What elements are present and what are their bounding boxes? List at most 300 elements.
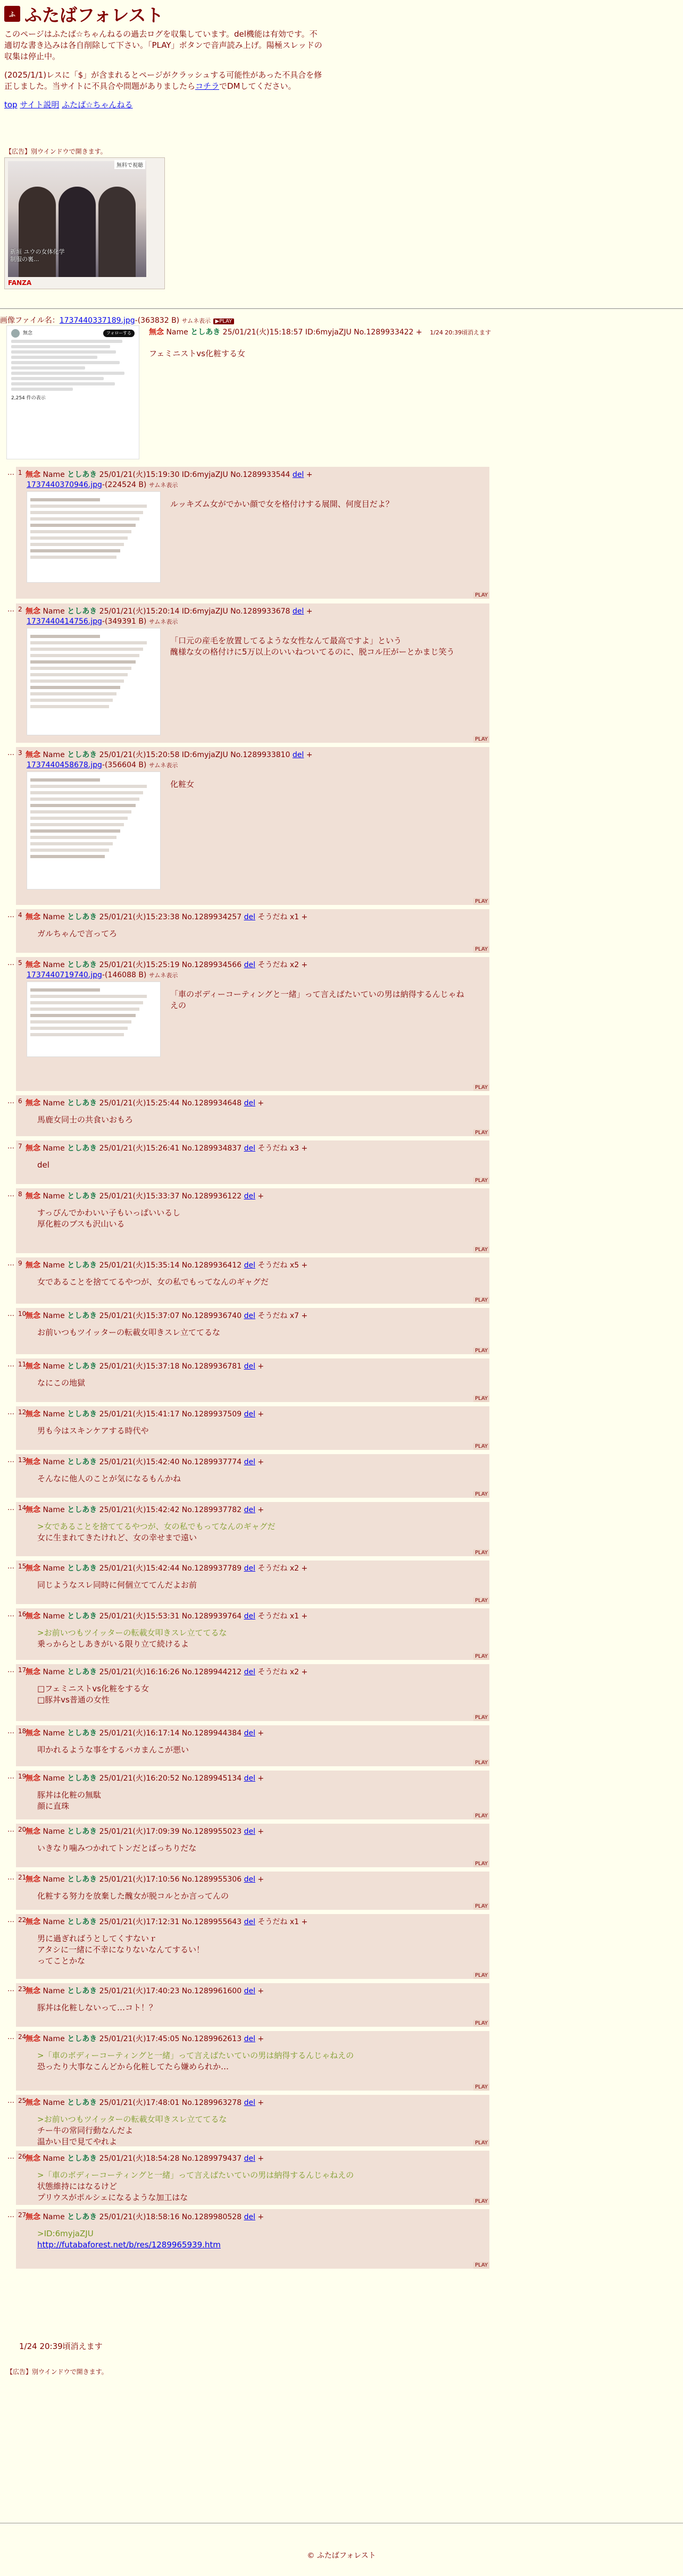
ad-banner[interactable]: [4, 157, 165, 289]
play-button[interactable]: PLAY: [473, 1129, 489, 1136]
file-label: 画像ファイル名：: [0, 316, 60, 325]
quote-line: >お前いつもツイッターの転載女叩きスレ立ててるな: [37, 2114, 227, 2124]
plus-button[interactable]: +: [301, 961, 308, 969]
reply-arrow: …: [7, 1097, 14, 1105]
del-link[interactable]: del: [244, 1099, 255, 1107]
sodane-button[interactable]: そうだね x2: [257, 1668, 299, 1676]
tweet-line: [30, 699, 113, 702]
reply-body: [37, 2170, 354, 2203]
reply-line: 化粧する努力を放棄した醜女が脱コルとか言ってんの: [37, 1891, 229, 1901]
tweet-line: [30, 667, 131, 670]
post-tag: 無念: [26, 1875, 40, 1884]
tweet-line: [30, 849, 109, 852]
post-tag: 無念: [149, 328, 164, 337]
tweet-line: [30, 679, 124, 683]
site-title: ふたばフォレスト: [24, 4, 164, 26]
del-link[interactable]: del: [244, 2213, 255, 2221]
post-meta: 25/01/21(火)16:17:14 No.1289944384: [99, 1729, 242, 1738]
del-link[interactable]: del: [244, 1918, 255, 1926]
reply-line: いきなり噛みつかれてトンだとばっちりだな: [37, 1843, 197, 1853]
reply-header: [18, 1985, 264, 1996]
play-button[interactable]: PLAY: [473, 1813, 489, 1819]
ad-person: [19, 187, 56, 277]
del-link[interactable]: del: [244, 1192, 255, 1201]
tweet-line: [11, 388, 73, 391]
play-button[interactable]: PLAY: [473, 1443, 489, 1450]
reply-line: アタシに一緒に不幸になりないなんてするい！: [37, 1945, 204, 1954]
plus-button[interactable]: +: [301, 1612, 308, 1621]
poster-name: としあき: [67, 1612, 97, 1621]
post-tag: 無念: [26, 961, 40, 969]
reply-thumbnail[interactable]: [27, 628, 161, 735]
intro-section: [4, 29, 323, 118]
reply-arrow: …: [7, 2211, 14, 2219]
reply-number: 13: [18, 1456, 27, 1464]
del-link[interactable]: del: [292, 471, 304, 479]
reply-line: 叩かれるような事をするバカまんこが悪い: [37, 1745, 189, 1755]
del-link[interactable]: del: [244, 961, 255, 969]
poster-name: としあき: [190, 328, 221, 337]
tweet-line: [30, 660, 136, 664]
reply-number: 15: [18, 1563, 27, 1570]
ad-person: [98, 187, 136, 277]
reply-number: 26: [18, 2153, 27, 2160]
reply-line: 男も今はスキンケアする時代や: [37, 1426, 149, 1436]
poster-name: としあき: [67, 607, 97, 616]
plus-button[interactable]: +: [306, 607, 313, 616]
reply-body: [170, 779, 468, 790]
plus-button[interactable]: +: [301, 1564, 308, 1573]
sodane-button[interactable]: そうだね x1: [257, 1918, 299, 1926]
del-link[interactable]: del: [244, 1506, 255, 1514]
del-link[interactable]: del: [244, 1564, 255, 1573]
thumb-toggle[interactable]: サムネ表示: [148, 482, 178, 489]
reply-line: 乗っからとしあきがいる限り立て続けるよ: [37, 1639, 189, 1649]
follow-badge: フォローする: [103, 330, 135, 337]
poster-name: としあき: [67, 751, 97, 759]
name-label: Name: [43, 607, 65, 616]
tweet-line: [11, 350, 116, 354]
post-tag: 無念: [26, 751, 40, 759]
reply-arrow: …: [7, 2097, 14, 2105]
post-meta: 25/01/21(火)18:58:16 No.1289980528: [99, 2213, 242, 2221]
reply-body: [37, 1425, 149, 1437]
quote-line: >「車のボディーコーティングと一緒」って言えばたいていの男は納得するんじゃねえの: [37, 2170, 354, 2180]
tweet-screenshot: [7, 326, 139, 405]
reply-thumbnail[interactable]: [27, 981, 161, 1057]
sodane-button[interactable]: そうだね x1: [257, 913, 299, 921]
del-link[interactable]: del: [244, 1612, 255, 1621]
play-button[interactable]: PLAY: [473, 1549, 489, 1556]
plus-button[interactable]: +: [257, 2099, 264, 2107]
tweet-line: [30, 498, 100, 501]
plus-button[interactable]: +: [301, 1261, 308, 1270]
play-button[interactable]: PLAY: [473, 736, 489, 743]
plus-button[interactable]: +: [257, 1506, 264, 1514]
del-link[interactable]: del: [244, 1827, 255, 1836]
del-link[interactable]: del: [244, 2035, 255, 2043]
op-file-link[interactable]: 1737440337189.jpg: [59, 316, 135, 325]
post-tag: 無念: [26, 1099, 40, 1107]
reply-body: [37, 1378, 85, 1389]
del-link[interactable]: del: [244, 1987, 255, 1995]
reply-arrow: …: [7, 1727, 14, 1735]
op-file-line: [0, 315, 234, 325]
plus-button[interactable]: +: [306, 471, 313, 479]
plus-button[interactable]: +: [301, 1668, 308, 1676]
reply-header: [18, 1143, 307, 1153]
play-button[interactable]: PLAY: [473, 2262, 489, 2269]
play-button[interactable]: PLAY: [473, 1903, 489, 1910]
reply-body: [37, 1160, 49, 1171]
reply-arrow: …: [7, 1361, 14, 1369]
post-meta: 25/01/21(火)17:48:01 No.1289963278: [99, 2099, 242, 2107]
del-link[interactable]: del: [244, 913, 255, 921]
reply-line: 女に生まれてきたけれど、女の幸せまで遠い: [37, 1533, 197, 1542]
post-tag: 無念: [26, 1192, 40, 1201]
reply-file-link[interactable]: 1737440719740.jpg: [27, 971, 102, 979]
tweet-line: [30, 635, 100, 638]
play-button[interactable]: PLAY: [473, 1177, 489, 1184]
plus-button[interactable]: +: [257, 1099, 264, 1107]
site-about-link[interactable]: サイト説明: [20, 100, 60, 110]
del-link[interactable]: del: [244, 2099, 255, 2107]
del-link[interactable]: del: [244, 1410, 255, 1419]
name-label: Name: [43, 1987, 65, 1995]
intro-bugfix-text: (2025/1/1)レスに「$」が含まれるとページがクラッシュする可能性があった不具合を修正しました。当サイトに不具合や問題がありましたら: [4, 70, 322, 91]
tweet-line: [11, 366, 85, 370]
contact-link[interactable]: コチラ: [195, 81, 219, 91]
plus-button[interactable]: +: [257, 2154, 264, 2163]
reply-arrow: …: [7, 1260, 14, 1268]
top-link[interactable]: top: [4, 100, 18, 110]
reply-line: 豚丼は化粧しないって…コト！？: [37, 2003, 157, 2012]
reply-body: [37, 1790, 101, 1812]
poster-name: としあき: [67, 1312, 97, 1320]
plus-button[interactable]: +: [415, 328, 422, 337]
post-tag: 無念: [26, 2035, 40, 2043]
reply-header: [18, 1610, 307, 1621]
plus-button[interactable]: +: [301, 1312, 308, 1320]
post-meta: 25/01/21(火)17:45:05 No.1289962613: [99, 2035, 242, 2043]
reply-number: 27: [18, 2211, 27, 2219]
reply-number: 23: [18, 1985, 27, 1993]
reply-body: [37, 2050, 354, 2072]
sodane-button[interactable]: そうだね x7: [257, 1312, 299, 1320]
plus-button[interactable]: +: [257, 1729, 264, 1738]
plus-button[interactable]: +: [257, 1192, 264, 1201]
play-button[interactable]: PLAY: [473, 592, 489, 599]
plus-button[interactable]: +: [257, 1875, 264, 1884]
tweet-line: [30, 855, 105, 858]
post-meta: 25/01/21(火)15:26:41 No.1289934837: [99, 1144, 242, 1153]
reply-line: 女であることを捨ててるやつが、女の私でもってなんのギャグだ: [37, 1277, 269, 1287]
ad-person: [59, 187, 96, 277]
quote-line: >お前いつもツイッターの転載女叩きスレ立ててるな: [37, 1628, 227, 1638]
reply-header: [18, 2211, 264, 2222]
play-button[interactable]: PLAY: [473, 2020, 489, 2027]
thumb-toggle[interactable]: サムネ表示: [148, 762, 178, 769]
play-button[interactable]: PLAY: [473, 2139, 489, 2146]
plus-button[interactable]: +: [257, 2035, 264, 2043]
play-button[interactable]: PLAY: [473, 1972, 489, 1979]
reply-body: [37, 1744, 189, 1756]
plus-button[interactable]: +: [306, 751, 313, 759]
reply-header: [18, 2097, 264, 2108]
post-meta: 25/01/21(火)17:12:31 No.1289955643: [99, 1918, 242, 1926]
del-link[interactable]: del: [244, 1144, 255, 1153]
play-button[interactable]: PLAY: [473, 1759, 489, 1766]
plus-button[interactable]: +: [257, 1987, 264, 1995]
play-button[interactable]: PLAY: [473, 898, 489, 905]
tweet-screenshot: [27, 982, 160, 1043]
tweet-line: [30, 517, 139, 521]
post-meta: 25/01/21(火)15:42:44 No.1289937789: [99, 1564, 242, 1573]
poster-name: としあき: [67, 1506, 97, 1514]
del-link[interactable]: del: [244, 1729, 255, 1738]
tweet-line: [11, 345, 110, 348]
reply-body: [37, 1683, 149, 1706]
play-button[interactable]: PLAY: [473, 1347, 489, 1354]
post-meta: 25/01/21(火)15:20:14 ID:6myjaZJU No.1289933678: [99, 607, 290, 616]
reply-file-link[interactable]: 1737440414756.jpg: [27, 617, 102, 626]
tweet-line: [30, 804, 136, 807]
del-link[interactable]: del: [244, 1312, 255, 1320]
tweet-line: [30, 549, 120, 552]
tweet-screenshot: [27, 628, 160, 715]
sodane-button[interactable]: そうだね x2: [257, 961, 299, 969]
plus-button[interactable]: +: [257, 2213, 264, 2221]
tweet-line: [30, 791, 143, 794]
tweet-line: [30, 556, 116, 559]
reply-line: 恐ったり大事なこんどから化粧してたら嫌められか…: [37, 2062, 229, 2071]
thumb-toggle[interactable]: サムネ表示: [148, 618, 178, 625]
post-tag: 無念: [26, 1918, 40, 1926]
post-tag: 無念: [26, 1612, 40, 1621]
plus-button[interactable]: +: [257, 1774, 264, 1783]
reply-arrow: …: [7, 1826, 14, 1834]
poster-name: としあき: [67, 471, 97, 479]
reply-line: 同じようなスレ同時に何個立ててんだよお前: [37, 1580, 197, 1590]
name-label: Name: [43, 1875, 65, 1884]
poster-name: としあき: [67, 1144, 97, 1153]
post-tag: 無念: [26, 1827, 40, 1836]
play-button[interactable]: PLAY: [473, 1297, 489, 1304]
play-button[interactable]: PLAY: [473, 1714, 489, 1721]
reply-arrow: …: [7, 1874, 14, 1882]
quote-line: >ID:6myjaZJU: [37, 2229, 94, 2238]
tweet-line: [30, 524, 136, 527]
tweet-line: [30, 530, 131, 533]
post-meta: 25/01/21(火)17:40:23 No.1289961600: [99, 1987, 242, 1995]
reply-file-link[interactable]: 1737440370946.jpg: [27, 481, 102, 489]
play-button[interactable]: PLAY: [473, 1246, 489, 1253]
name-label: Name: [43, 1458, 65, 1466]
file-size: -(224524 B): [102, 481, 147, 489]
plus-button[interactable]: +: [257, 1362, 264, 1371]
reply-body: [170, 989, 468, 1011]
sodane-button[interactable]: そうだね x5: [257, 1261, 299, 1270]
reply-post: [16, 1406, 489, 1450]
reply-line: そんなに他人のことが気になるもんかね: [37, 1474, 181, 1483]
reply-arrow: …: [7, 911, 14, 919]
name-label: Name: [43, 1192, 65, 1201]
poster-name: としあき: [67, 1774, 97, 1783]
reply-line: お前いつもツイッターの転載女叩きスレ立ててるな: [37, 1328, 220, 1337]
reply-line: □フェミニストvs化粧をする女: [37, 1684, 149, 1693]
del-link[interactable]: del: [292, 751, 304, 759]
thumb-toggle[interactable]: サムネ表示: [181, 317, 211, 324]
del-link[interactable]: del: [244, 1458, 255, 1466]
reply-file-link[interactable]: 1737440458678.jpg: [27, 761, 102, 769]
reply-post: [16, 1725, 489, 1766]
ad-brand-logo: FANZA: [8, 279, 32, 287]
sodane-button[interactable]: そうだね x3: [257, 1144, 299, 1153]
reply-post: [16, 2151, 489, 2205]
post-tag: 無念: [26, 1668, 40, 1676]
post-tag: 無念: [26, 1362, 40, 1371]
play-button[interactable]: PLAY: [473, 1597, 489, 1604]
divider: [0, 308, 683, 309]
reply-post: [16, 1140, 489, 1184]
post-tag: 無念: [26, 1774, 40, 1783]
reply-arrow: …: [7, 1666, 14, 1674]
reply-arrow: …: [7, 1310, 14, 1318]
plus-button[interactable]: +: [257, 1827, 264, 1836]
reply-body: [37, 928, 117, 939]
reply-arrow: …: [7, 1610, 14, 1618]
post-tag: 無念: [26, 1261, 40, 1270]
name-label: Name: [43, 1564, 65, 1573]
reply-header: [18, 1408, 264, 1419]
reply-number: 8: [18, 1190, 22, 1198]
ad-caption: 新垣 ユウの女体化学 制服の裏...: [10, 248, 65, 263]
reply-line: ってことかな: [37, 1956, 86, 1966]
op-thumbnail[interactable]: [6, 325, 139, 459]
reply-header: [18, 2033, 264, 2044]
reply-arrow: …: [7, 1143, 14, 1151]
site-logo-icon[interactable]: ふ: [4, 6, 20, 22]
file-size: -(146088 B): [102, 971, 147, 979]
tweet-line: [30, 1027, 128, 1030]
poster-name: としあき: [67, 1875, 97, 1884]
del-link[interactable]: del: [244, 1668, 255, 1676]
name-label: Name: [43, 1827, 65, 1836]
post-tag: 無念: [26, 607, 40, 616]
post-meta: 25/01/21(火)15:35:14 No.1289936412: [99, 1261, 242, 1270]
play-button[interactable]: PLAY: [473, 1084, 489, 1091]
reply-arrow: …: [7, 1563, 14, 1571]
reply-line: すっぴんでかわいい子もいっぱいいるし: [37, 1208, 181, 1218]
play-button[interactable]: PLAY: [473, 1491, 489, 1498]
sodane-button[interactable]: そうだね x1: [257, 1612, 299, 1621]
reply-number: 18: [18, 1727, 27, 1735]
reply-body: [37, 1521, 276, 1543]
tweet-line: [30, 1014, 136, 1017]
reply-header: [18, 1310, 307, 1321]
reply-thumbnail[interactable]: [27, 771, 161, 890]
post-meta: 25/01/21(火)15:25:19 No.1289934566: [99, 961, 242, 969]
reply-arrow: …: [7, 1456, 14, 1464]
tweet-line: [30, 798, 139, 801]
plus-button[interactable]: +: [257, 1410, 264, 1419]
name-label: Name: [43, 913, 65, 921]
op-play-button[interactable]: ▶PLAY: [213, 318, 235, 324]
plus-button[interactable]: +: [301, 913, 308, 921]
reply-header: [18, 1874, 264, 1884]
del-link[interactable]: del: [244, 1774, 255, 1783]
reply-number: 12: [18, 1408, 27, 1416]
reply-thumbnail[interactable]: [27, 491, 161, 583]
play-button[interactable]: PLAY: [473, 2084, 489, 2091]
reply-post: [16, 747, 489, 905]
tweet-line: [30, 988, 100, 992]
del-link[interactable]: del: [244, 1362, 255, 1371]
reply-number: 2: [18, 606, 22, 613]
post-tag: 無念: [26, 471, 40, 479]
play-button[interactable]: PLAY: [473, 1860, 489, 1867]
reply-post: [16, 1983, 489, 2027]
reply-header: [18, 1456, 264, 1467]
post-meta: 25/01/21(火)15:19:30 ID:6myjaZJU No.1289933544: [99, 471, 290, 479]
reply-header: [18, 1504, 264, 1515]
post-meta: 25/01/21(火)15:37:07 No.1289936740: [99, 1312, 242, 1320]
reply-post: [16, 1608, 489, 1660]
thumb-toggle[interactable]: サムネ表示: [148, 972, 178, 979]
play-button[interactable]: PLAY: [473, 1653, 489, 1660]
name-label: Name: [43, 1668, 65, 1676]
del-link[interactable]: del: [292, 607, 304, 616]
futaba-link[interactable]: ふたば☆ちゃんねる: [62, 100, 133, 110]
poster-name: としあき: [67, 1192, 97, 1201]
plus-button[interactable]: +: [301, 1918, 308, 1926]
reply-post: [16, 1358, 489, 1402]
reply-number: 25: [18, 2097, 27, 2104]
reply-header: [18, 1097, 264, 1108]
ad-watch-badge: 無料で視聴: [114, 160, 145, 169]
post-tag: 無念: [26, 1410, 40, 1419]
reply-line: 「車のボディーコーティングと一緒」って言えばたいていの男は納得するんじゃねえの: [170, 989, 464, 1010]
plus-button[interactable]: +: [257, 1458, 264, 1466]
play-button[interactable]: PLAY: [473, 2198, 489, 2205]
name-label: Name: [43, 471, 65, 479]
reply-arrow: …: [7, 1916, 14, 1924]
reply-link[interactable]: http://futabaforest.net/b/res/1289965939.htm: [37, 2240, 221, 2250]
reply-post: [16, 1771, 489, 1819]
reply-post: [16, 1560, 489, 1604]
play-button[interactable]: PLAY: [473, 1395, 489, 1402]
name-label: Name: [43, 1362, 65, 1371]
reply-arrow: …: [7, 606, 14, 614]
reply-body: [37, 1277, 269, 1288]
post-meta: 25/01/21(火)15:20:58 ID:6myjaZJU No.1289933810: [99, 751, 290, 759]
plus-button[interactable]: +: [301, 1144, 308, 1153]
poster-name: としあき: [67, 2213, 97, 2221]
del-link[interactable]: del: [244, 2154, 255, 2163]
intro-bugfix-tail: でDMしてください。: [219, 81, 296, 91]
play-button[interactable]: PLAY: [473, 946, 489, 953]
poster-name: としあき: [67, 2099, 97, 2107]
post-tag: 無念: [26, 913, 40, 921]
del-link[interactable]: del: [244, 1875, 255, 1884]
reply-post: [16, 2095, 489, 2146]
sodane-button[interactable]: そうだね x2: [257, 1564, 299, 1573]
post-tag: 無念: [26, 2099, 40, 2107]
post-meta: 25/01/21(火)15:53:31 No.1289939764: [99, 1612, 242, 1621]
post-tag: 無念: [26, 1144, 40, 1153]
reply-line: 状態維持にはなるけど: [37, 2181, 118, 2191]
del-link[interactable]: del: [244, 1261, 255, 1270]
